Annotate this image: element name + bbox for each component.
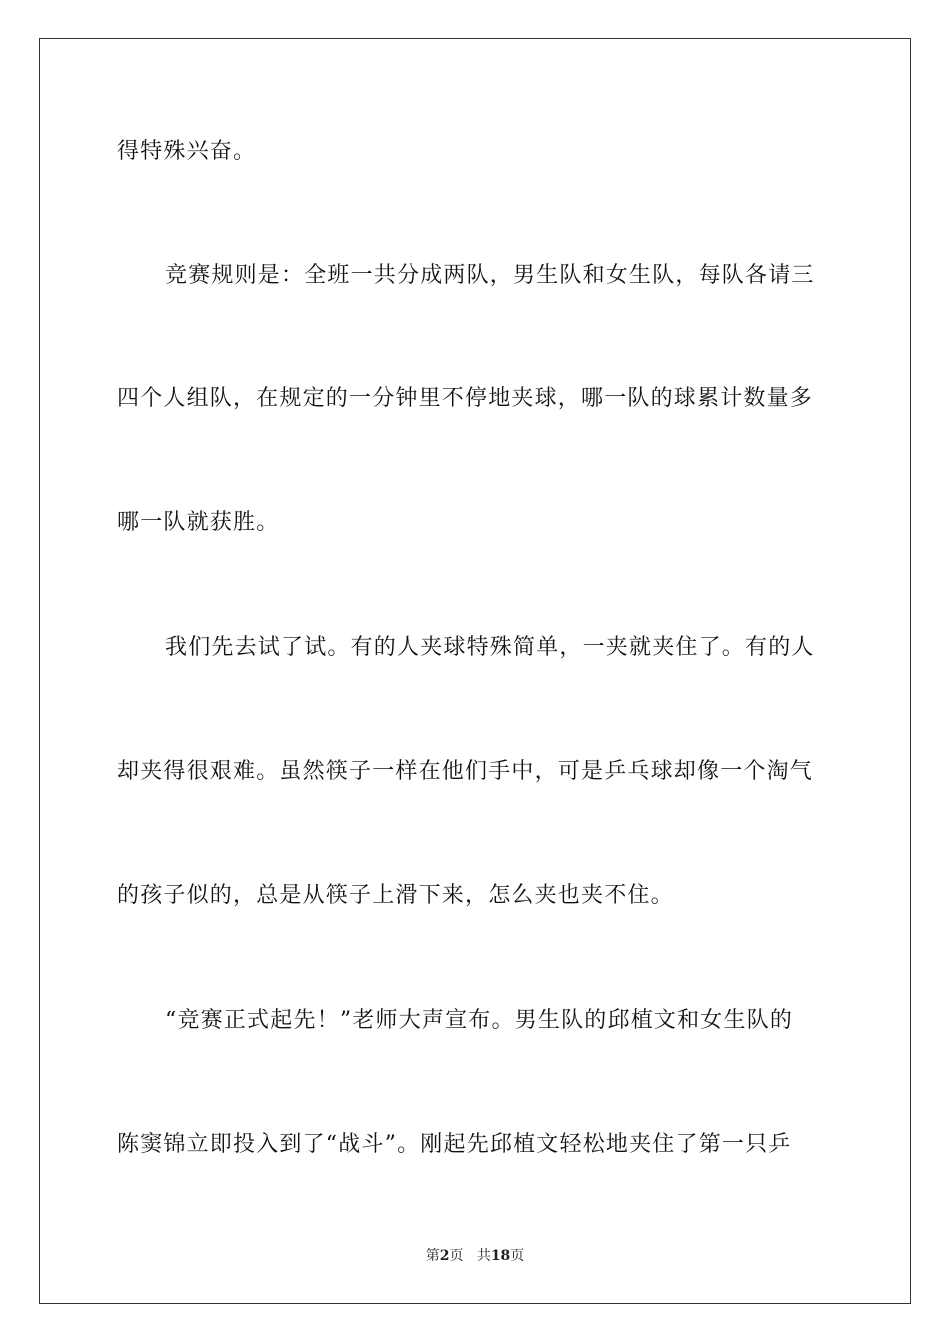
text-line-3: 四个人组队，在规定的一分钟里不停地夹球，哪一队的球累计数量多: [117, 386, 814, 411]
text-line-6: 却夹得很艰难。虽然筷子一样在他们手中，可是乒乓球却像一个淘气: [117, 759, 814, 784]
footer-total-prefix: 共: [476, 1248, 491, 1264]
footer-total-suffix: 页: [510, 1248, 525, 1264]
text-line-2: 竞赛规则是：全班一共分成两队，男生队和女生队，每队各请三: [165, 263, 815, 288]
text-line-9: 陈窦锦立即投入到了“战斗”。刚起先邱植文轻松地夹住了第一只乒: [117, 1132, 792, 1157]
footer-page-number: 2: [439, 1248, 450, 1264]
text-line-4: 哪一队就获胜。: [117, 510, 280, 535]
page-border: [39, 38, 911, 1304]
footer-total-pages: 18: [490, 1248, 511, 1264]
footer-page-suffix: 页: [449, 1248, 464, 1264]
text-line-7: 的孩子似的，总是从筷子上滑下来，怎么夹也夹不住。: [117, 883, 674, 908]
text-line-1: 得特殊兴奋。: [117, 139, 257, 164]
text-line-5: 我们先去试了试。有的人夹球特殊简单，一夹就夹住了。有的人: [165, 635, 815, 660]
text-line-8: “竞赛正式起先！”老师大声宣布。男生队的邱植文和女生队的: [165, 1008, 794, 1033]
page-footer: [0, 1247, 950, 1265]
footer-page-prefix: 第: [425, 1248, 440, 1264]
